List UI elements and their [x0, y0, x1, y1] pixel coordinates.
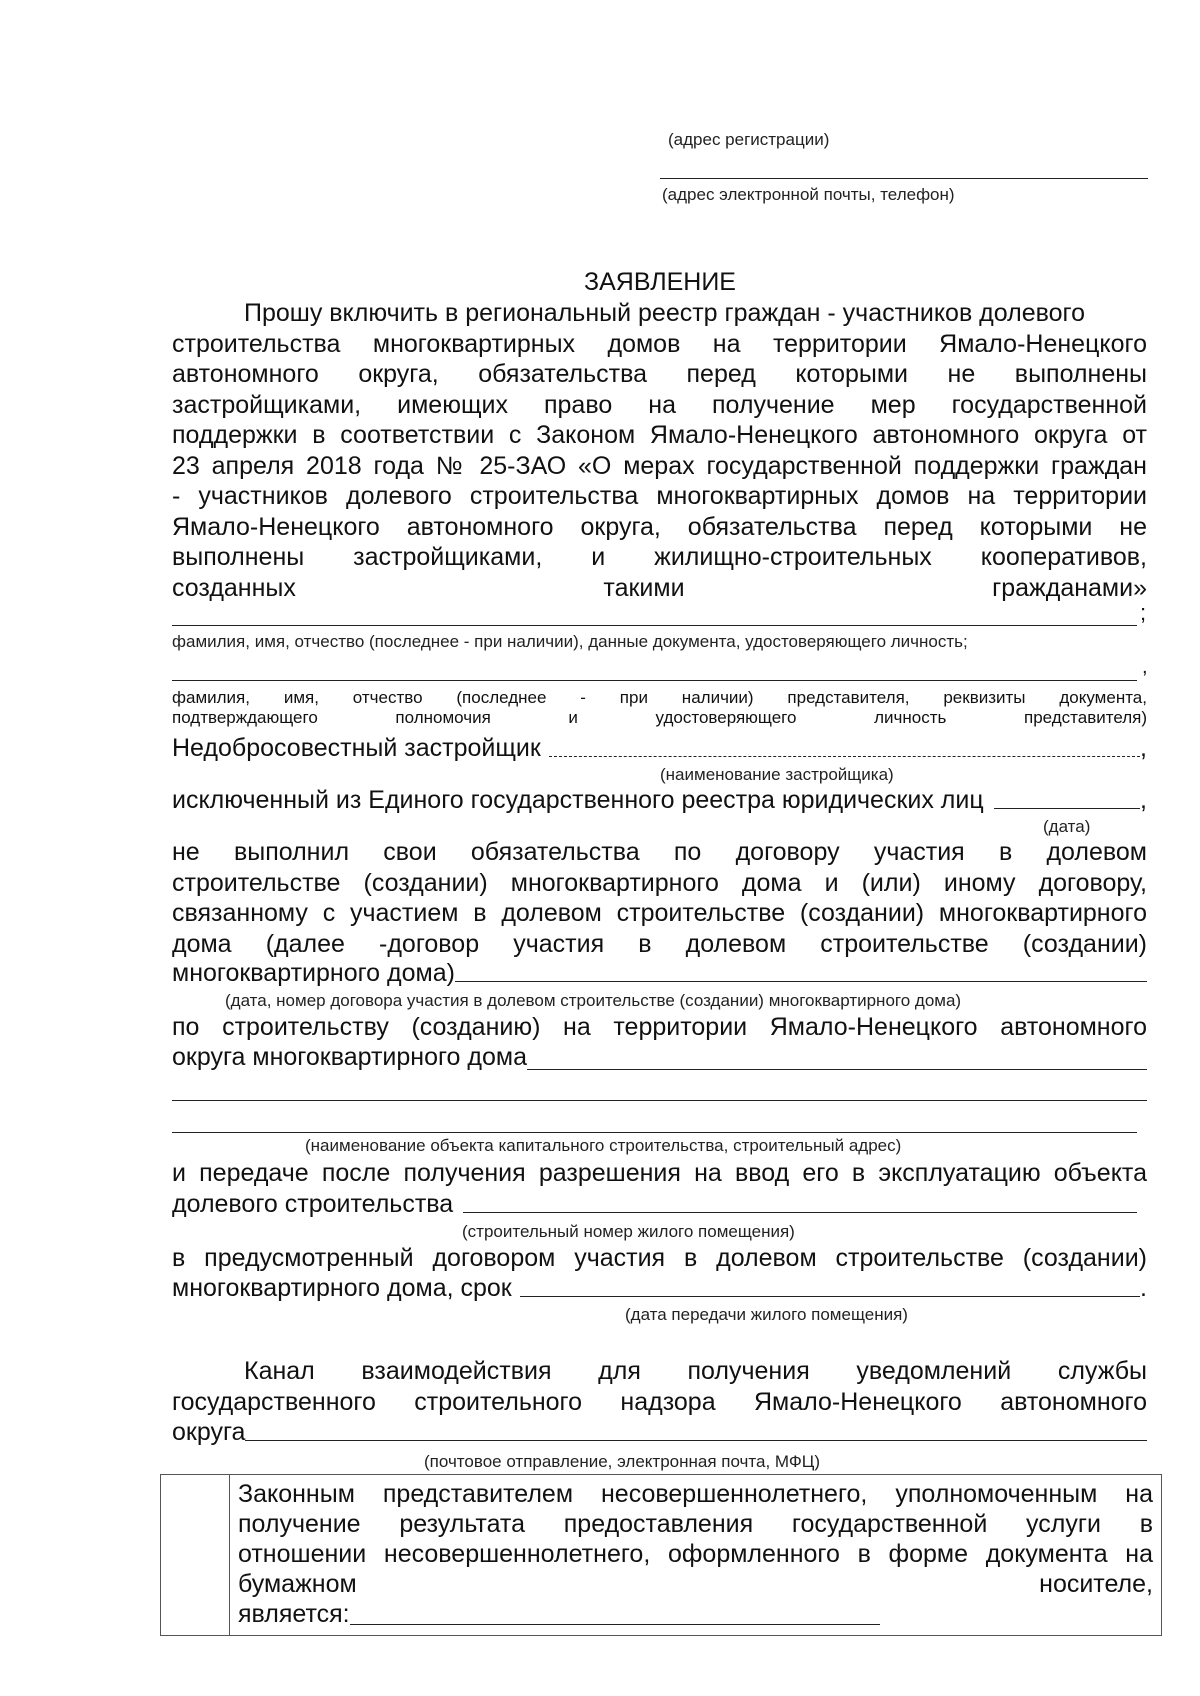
contract-last-row: [172, 959, 1147, 988]
term-hint: (дата передачи жилого помещения): [625, 1305, 908, 1324]
fio-hint: фамилия, имя, отчество (последнее - при наличии), данные документа, удостоверяющего личность;: [172, 632, 968, 651]
representative-text-cell: [230, 1475, 1161, 1635]
checkbox-cell[interactable]: [161, 1475, 230, 1635]
date-hint: (дата): [1043, 817, 1091, 836]
room-hint: (строительный номер жилого помещения): [462, 1222, 795, 1241]
channel-line: государственного строительного надзора Ямало-Ненецкого автономного: [172, 1387, 1147, 1416]
contract-field[interactable]: [455, 981, 1147, 982]
intro-line: - участников долевого строительства многоквартирных домов на территории: [172, 482, 1147, 510]
document-title: ЗАЯВЛЕНИЕ: [583, 268, 736, 296]
object-field-2[interactable]: [172, 1100, 1147, 1101]
object-hint: (наименование объекта капитального строительства, строительный адрес): [305, 1136, 902, 1155]
transfer-last: долевого строительства: [172, 1190, 454, 1218]
developer-label: Недобросовестный застройщик: [172, 734, 541, 762]
representative-hint-line: подтверждающего полномочия и удостоверяющего личность представителя): [172, 708, 1147, 727]
channel-last-row: [172, 1418, 1147, 1447]
table-line: отношении несовершеннолетнего, оформленного в форме документа на: [238, 1540, 1153, 1568]
contract-paragraph: [172, 837, 1147, 959]
table-last: является:: [238, 1600, 350, 1628]
table-last-row: [238, 1599, 1153, 1629]
excluded-end: ,: [1140, 786, 1147, 814]
intro-line: 23 апреля 2018 года № 25-ЗАО «О мерах государственной поддержки граждан: [172, 451, 1147, 480]
representative-field[interactable]: [350, 1624, 880, 1625]
contract-line: дома (далее -договор участия в долевом строительстве (создании): [172, 929, 1147, 958]
developer-hint: (наименование застройщика): [660, 765, 894, 784]
channel-paragraph: [172, 1356, 1147, 1417]
intro-line: застройщиками, имеющих право на получение мер государственной: [172, 390, 1147, 419]
fio-field[interactable]: [172, 625, 1137, 626]
object-field-3[interactable]: [172, 1132, 1137, 1133]
construction-line: по строительству (созданию) на территории Ямало-Ненецкого автономного: [172, 1013, 1147, 1041]
excluded-label: исключенный из Единого государственного реестра юридических лиц: [172, 786, 984, 814]
representative-hint: [172, 688, 1147, 728]
object-field-1[interactable]: [527, 1069, 1147, 1070]
table-line: Законным представителем несовершеннолетнего, уполномоченным на: [238, 1480, 1153, 1508]
channel-field[interactable]: [245, 1440, 1147, 1441]
intro-line: строительства многоквартирных домов на территории Ямало-Ненецкого: [172, 329, 1147, 358]
channel-last: округа: [172, 1418, 246, 1446]
construction-last-row: [172, 1043, 1147, 1072]
representative-field[interactable]: [172, 680, 1137, 681]
room-number-field[interactable]: [463, 1212, 1137, 1213]
contract-hint: (дата, номер договора участия в долевом строительстве (создании) многоквартирного дома): [225, 991, 962, 1010]
channel-line: Канал взаимодействия для получения уведомлений службы: [244, 1357, 1147, 1385]
representative-hint-line: фамилия, имя, отчество (последнее - при наличии) представителя, реквизиты документа,: [172, 688, 1147, 707]
developer-row: [172, 734, 1147, 763]
contract-line: не выполнил свои обязательства по договору участия в долевом: [172, 838, 1147, 866]
transfer-last-row: [172, 1190, 1137, 1219]
exclusion-date-field[interactable]: [994, 808, 1140, 809]
intro-line: автономного округа, обязательства перед которыми не выполнены: [172, 360, 1147, 388]
contract-last: многоквартирного дома): [172, 959, 455, 987]
fio-end: ;: [1140, 600, 1147, 625]
intro-paragraph: [172, 298, 1147, 603]
table-line: бумажном носителе,: [238, 1570, 1153, 1598]
intro-line: созданных такими гражданами»: [172, 573, 1147, 602]
construction-last: округа многоквартирного дома: [172, 1043, 527, 1071]
contract-line: связанному с участием в долевом строительстве (создании) многоквартирного: [172, 899, 1147, 927]
term-last: многоквартирного дома, срок: [172, 1274, 512, 1302]
term-last-row: [172, 1274, 1147, 1303]
intro-line: Ямало-Ненецкого автономного округа, обязательства перед которыми не: [172, 512, 1147, 541]
email-phone-hint: (адрес электронной почты, телефон): [662, 185, 955, 204]
developer-end: ,: [1140, 734, 1147, 762]
transfer-line: и передаче после получения разрешения на ввод его в эксплуатацию объекта: [172, 1159, 1147, 1187]
email-phone-line[interactable]: [660, 178, 1148, 179]
intro-line: Прошу включить в региональный реестр граждан - участников долевого: [244, 299, 1085, 327]
developer-field[interactable]: [549, 756, 1140, 757]
representative-end: ,: [1142, 656, 1148, 678]
contract-line: строительстве (создании) многоквартирного дома и (или) иному договору,: [172, 868, 1147, 897]
intro-line: выполнены застройщиками, и жилищно-строительных кооперативов,: [172, 543, 1147, 571]
term-end: .: [1140, 1274, 1147, 1302]
term-line: в предусмотренный договором участия в долевом строительстве (создании): [172, 1244, 1147, 1272]
transfer-date-field[interactable]: [520, 1296, 1140, 1297]
channel-hint: (почтовое отправление, электронная почта, МФЦ): [424, 1452, 821, 1471]
excluded-row: [172, 786, 1147, 815]
representative-table: [160, 1474, 1162, 1636]
table-line: получение результата предоставления государственной услуги в: [238, 1510, 1153, 1538]
registration-hint: (адрес регистрации): [668, 130, 830, 149]
intro-line: поддержки в соответствии с Законом Ямало-Ненецкого автономного округа от: [172, 421, 1147, 449]
